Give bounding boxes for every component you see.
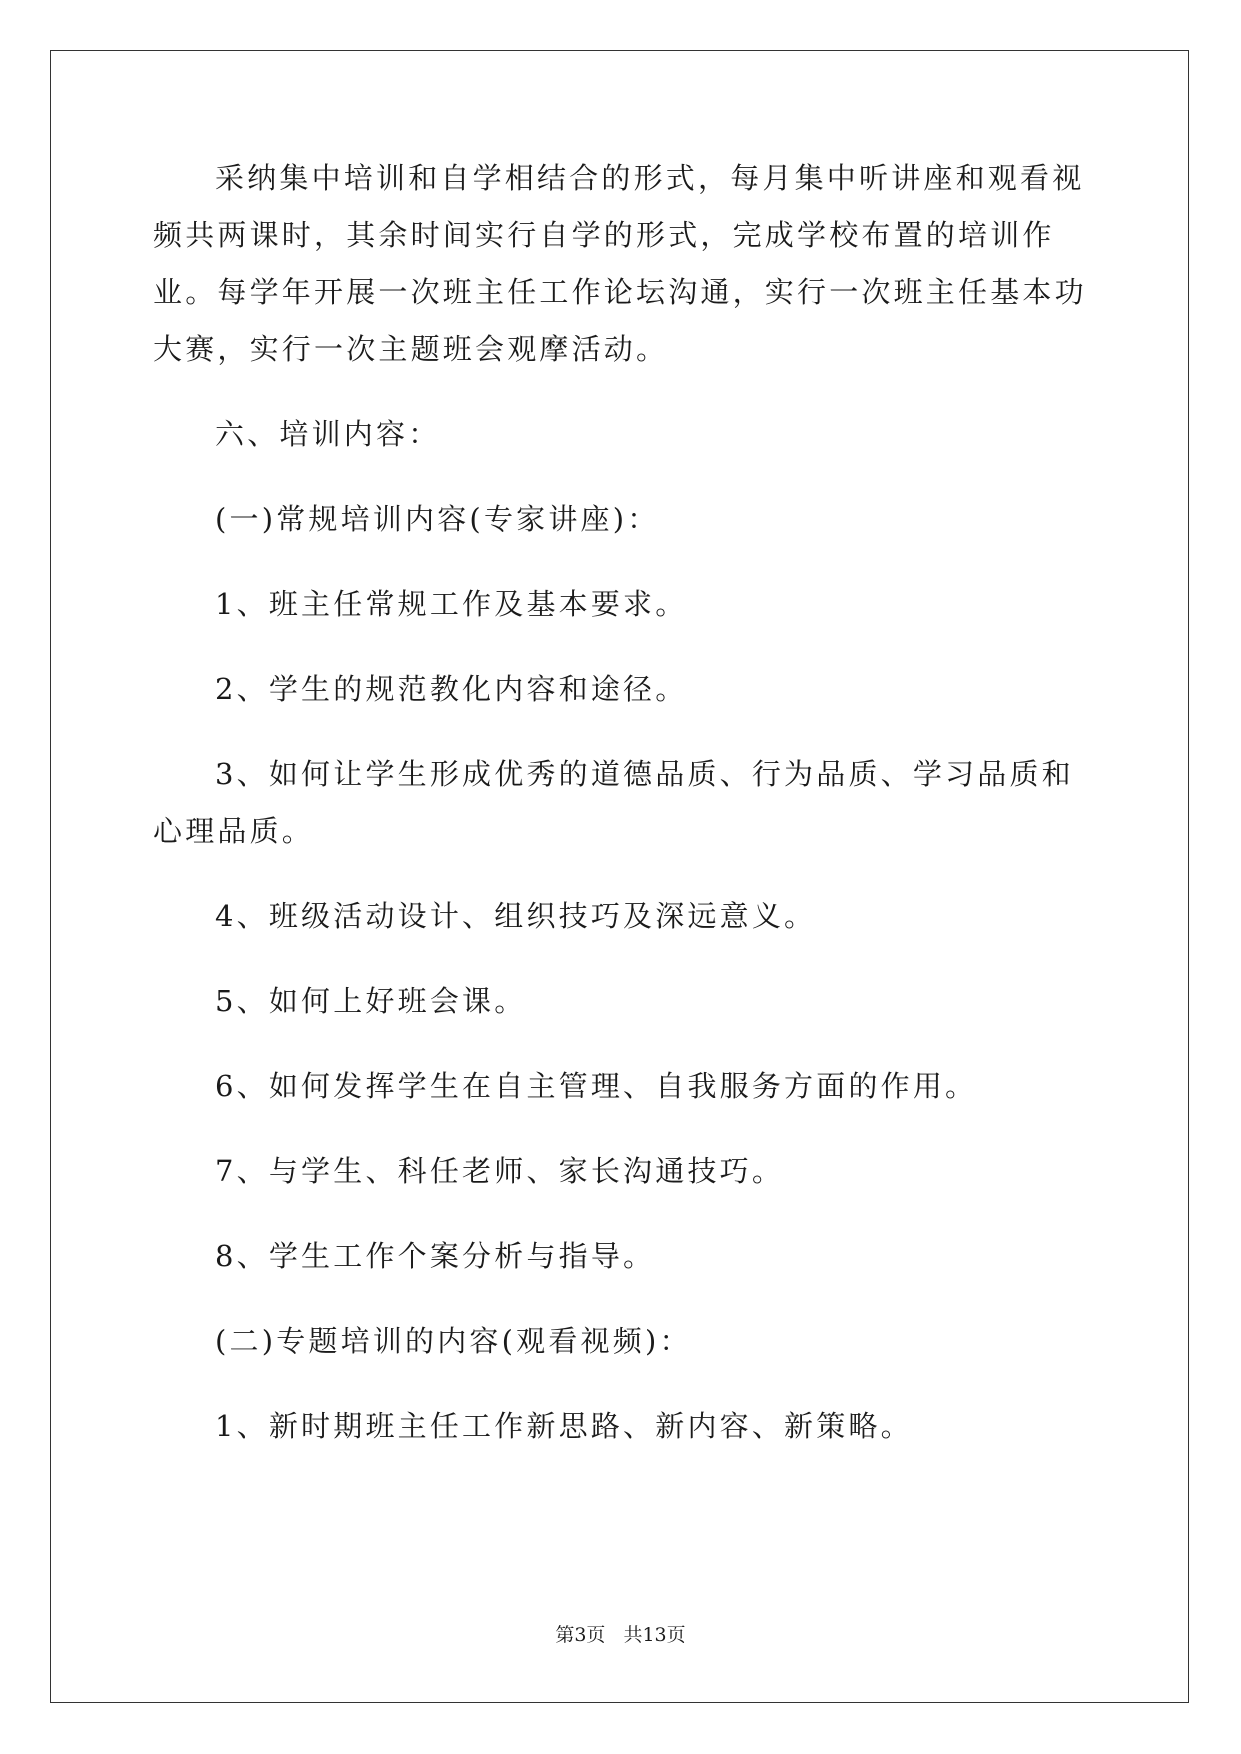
- list-item: 7、与学生、科任老师、家长沟通技巧。: [215, 1154, 785, 1188]
- subsection-heading-regular-training: (一)常规培训内容(专家讲座)：: [215, 502, 660, 536]
- page-footer: [0, 1620, 1241, 1647]
- subsection-heading-topic-training: (二)专题培训的内容(观看视频)：: [215, 1324, 692, 1358]
- list-item: 5、如何上好班会课。: [215, 984, 527, 1018]
- list-item: 8、学生工作个案分析与指导。: [215, 1239, 656, 1273]
- list-item: 3、如何让学生形成优秀的道德品质、行为品质、学习品质和心理品质。: [153, 757, 1074, 848]
- document-body: [153, 150, 1088, 1455]
- list-item: 2、学生的规范教化内容和途径。: [215, 672, 688, 706]
- list-item: 1、新时期班主任工作新思路、新内容、新策略。: [215, 1409, 913, 1443]
- section-heading-training-content: 六、培训内容：: [215, 417, 441, 451]
- page-number: 第3页: [555, 1624, 606, 1646]
- list-item: 6、如何发挥学生在自主管理、自我服务方面的作用。: [215, 1069, 978, 1103]
- paragraph-training-format: 采纳集中培训和自学相结合的形式，每月集中听讲座和观看视频共两课时，其余时间实行自学的形式，完成学校布置的培训作业。每学年开展一次班主任工作论坛沟通，实行一次班主任基本功大赛，实行一次主题班会观摩活动。: [153, 161, 1087, 366]
- list-item: 1、班主任常规工作及基本要求。: [215, 587, 688, 621]
- list-item: 4、班级活动设计、组织技巧及深远意义。: [215, 899, 817, 933]
- page-total: 共13页: [623, 1624, 686, 1646]
